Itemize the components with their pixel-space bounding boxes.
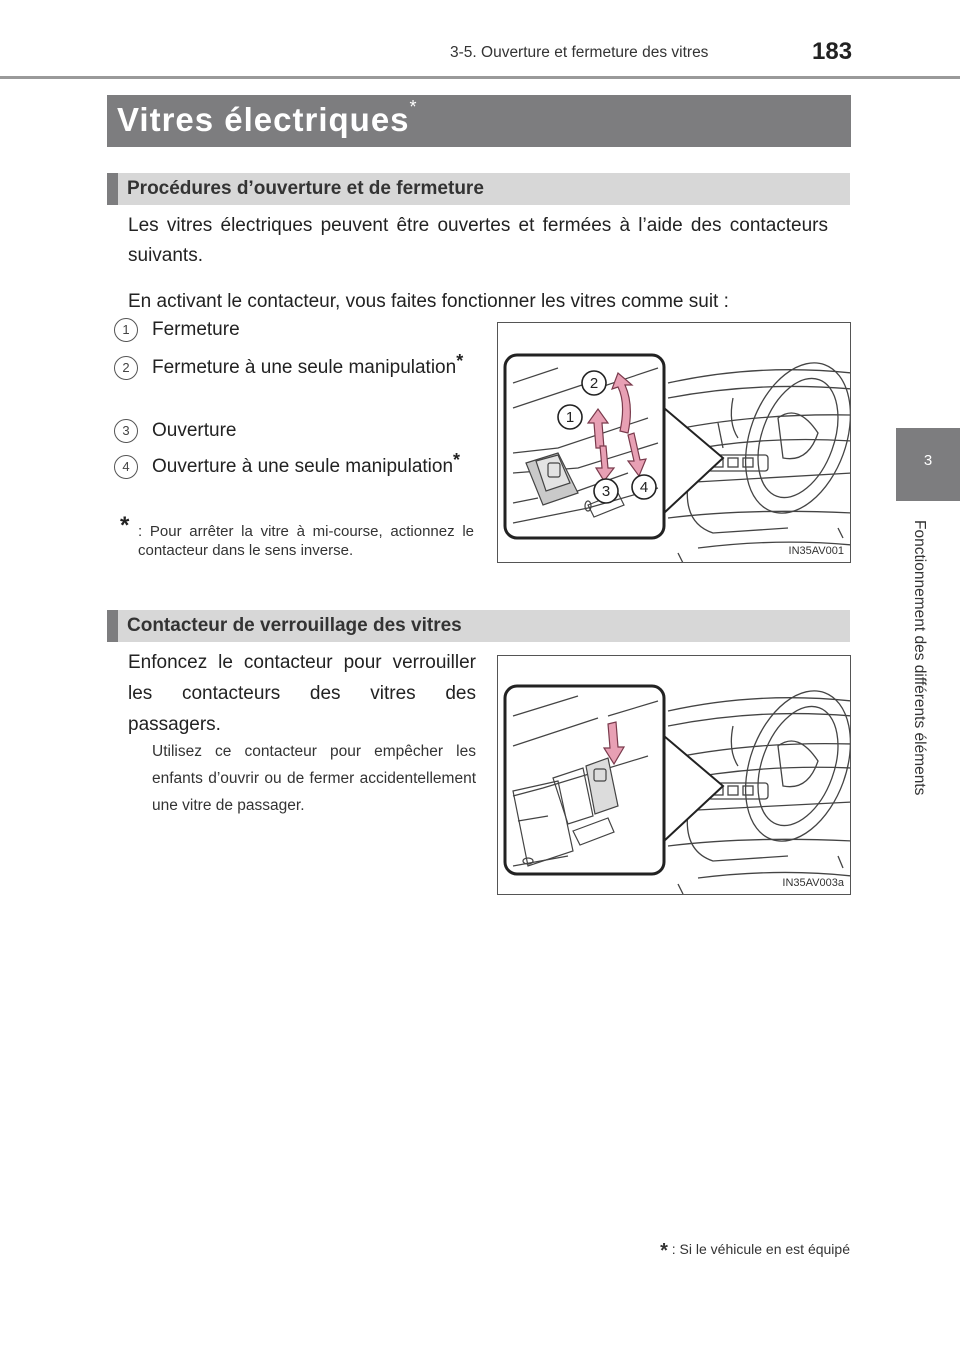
figure-code: IN35AV001	[788, 545, 844, 557]
header-rule	[0, 76, 960, 79]
callout-4-label: 4	[639, 479, 649, 496]
item-text	[152, 451, 474, 482]
item-text-content: Fermeture à une seule manipulation	[152, 357, 457, 378]
callout-1-label: 1	[565, 409, 575, 426]
item-number: 1	[114, 318, 138, 342]
item-number: 2	[114, 356, 138, 380]
item-text: Fermeture	[152, 319, 240, 340]
item-star: *	[456, 351, 464, 371]
item-text: Ouverture	[152, 420, 237, 441]
lock-paragraph: Enfoncez le contacteur pour verrouiller les contacteurs des vitres des passagers.	[128, 652, 476, 735]
title-marker: *	[409, 97, 418, 117]
section-heading: Procédures d’ouverture et de fermeture	[127, 178, 484, 199]
chapter-number: 3	[923, 452, 933, 469]
page-title-text: Vitres électriques	[117, 101, 410, 138]
intro-paragraph: Les vitres électriques peuvent être ouvertes et fermées à l’aide des contacteurs suivants.	[128, 215, 828, 266]
page-number: 183	[812, 38, 853, 65]
item-text-content: Ouverture à une seule manipulation	[152, 456, 454, 477]
item-number: 4	[114, 455, 138, 479]
figure-lock-switch	[497, 655, 851, 895]
item-number: 3	[114, 419, 138, 443]
section-heading-bar	[107, 610, 850, 642]
section-heading: Contacteur de verrouillage des vitres	[127, 615, 462, 636]
callout-2-label: 2	[589, 375, 599, 392]
figure-code: IN35AV003a	[782, 877, 844, 889]
section-heading-marker	[107, 610, 118, 642]
note-text: : Pour arrêter la vitre à mi-course, actionnez le contacteur dans le sens inverse.	[138, 523, 474, 559]
figure-2-illustration	[498, 656, 851, 895]
item-star: *	[453, 450, 461, 470]
footnote-text: : Si le véhicule en est équipé	[671, 1241, 850, 1257]
callout-3-label: 3	[601, 483, 611, 500]
footnote-star: *	[660, 1240, 668, 1262]
intro-paragraph-2: En activant le contacteur, vous faites fonctionner les vitres comme suit :	[128, 291, 729, 312]
note-star: *	[120, 512, 130, 539]
footnote	[660, 1240, 850, 1263]
section-heading-marker	[107, 173, 118, 205]
page-title	[117, 97, 418, 139]
figure-window-switches	[497, 322, 851, 563]
section-heading-bar	[107, 173, 850, 205]
figure-1-illustration	[498, 323, 851, 563]
running-header: 3-5. Ouverture et fermeture des vitres	[450, 44, 709, 61]
item-text	[152, 352, 474, 383]
lock-note: Utilisez ce contacteur pour empêcher les enfants d’ouvrir ou de fermer accidentellement une vitre de passager.	[152, 743, 476, 814]
chapter-title: Fonctionnement des différents éléments	[911, 520, 928, 796]
